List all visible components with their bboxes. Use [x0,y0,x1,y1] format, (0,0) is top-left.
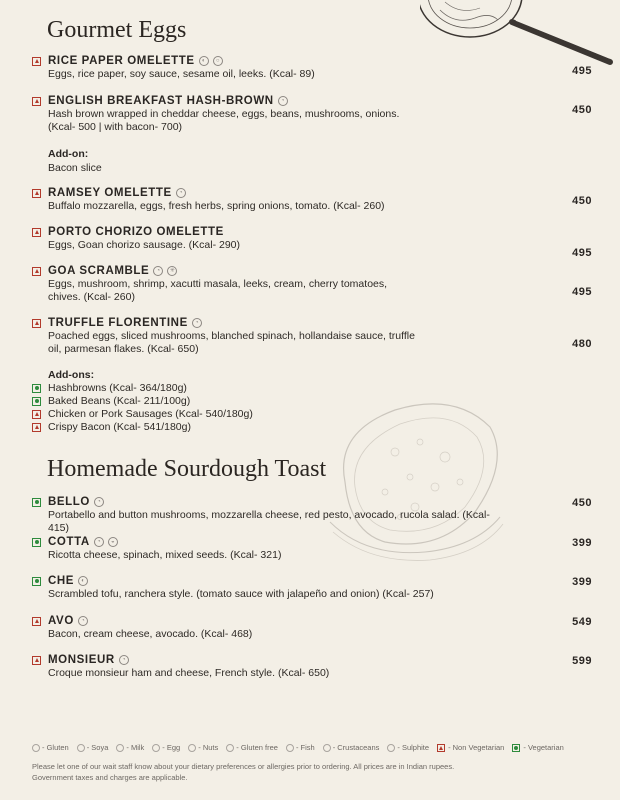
allergen-legend [32,743,592,752]
item-price: 599 [572,655,592,667]
section-title-sourdough-toast: Homemade Sourdough Toast [47,456,327,482]
item-price: 450 [572,497,592,509]
item-name: AVO [48,615,74,627]
item-price: 399 [572,576,592,588]
item-name: COTTA [48,536,90,548]
fish-icon [286,744,294,752]
item-description: Scrambled tofu, ranchera style. (tomato sauce with jalapeño and onion) (Kcal- 257) [48,588,434,600]
item-description: Portabello and button mushrooms, mozzarella cheese, red pesto, avocado, rucola salad. (Kcal- 415) [48,509,490,535]
addon-label: Baked Beans (Kcal- 211/100g) [48,395,191,407]
non-veg-icon [32,656,41,665]
legend-sulphite: - Sulphite [397,743,430,752]
milk-icon: ◔ [176,188,186,198]
legend-crustaceans: - Crustaceans [332,743,380,752]
non-veg-icon [32,267,41,276]
item-price: 549 [572,616,592,628]
addon-text: Bacon slice [48,162,102,174]
footnote-line-2: Government taxes and charges are applicable. [32,772,188,782]
non-veg-icon [32,319,41,328]
footnote [32,762,592,783]
non-veg-icon [32,57,41,66]
non-veg-icon [32,617,41,626]
menu-item [32,574,592,601]
item-name: GOA SCRAMBLE [48,265,150,277]
item-description: Hash brown wrapped in cheddar cheese, eggs, beans, mushrooms, onions. (Kcal- 500 | with bacon- 700) [48,108,400,134]
item-name: PORTO CHORIZO OMELETTE [48,226,224,238]
addon-title: Add-on: [48,148,89,160]
item-description: Eggs, mushroom, shrimp, xacutti masala, leeks, cream, cherry tomatoes, chives. (Kcal- 260) [48,278,388,304]
soya-icon: ◐ [199,56,209,66]
menu-item [32,264,592,305]
item-name: RICE PAPER OMELETTE [48,55,195,67]
menu-item [32,94,592,135]
milk-icon: ◔ [78,616,88,626]
egg-icon: ○ [213,56,223,66]
milk-icon: ◔ [119,655,129,665]
veg-icon [32,577,41,586]
item-name: TRUFFLE FLORENTINE [48,317,188,329]
non-veg-icon [32,423,41,432]
addon-label: Hashbrowns (Kcal- 364/180g) [48,382,187,394]
soya-icon: ◐ [78,576,88,586]
item-description: Croque monsieur ham and cheese, French style. (Kcal- 650) [48,667,330,679]
item-price: 399 [572,537,592,549]
item-name: MONSIEUR [48,654,115,666]
legend-veg: - Vegetarian [523,743,564,752]
section-title-gourmet-eggs: Gourmet Eggs [47,17,187,43]
addon-item [32,382,187,394]
veg-icon [32,498,41,507]
item-price: 495 [572,286,592,298]
legend-gluten: - Gluten [42,743,69,752]
gluten-icon [32,744,40,752]
item-description: Ricotta cheese, spinach, mixed seeds. (Kcal- 321) [48,549,282,561]
milk-icon: ◔ [192,318,202,328]
menu-item [32,225,592,259]
milk-icon: ◔ [94,537,104,547]
item-description: Buffalo mozzarella, eggs, fresh herbs, spring onions, tomato. (Kcal- 260) [48,200,385,212]
item-price: 495 [572,65,592,77]
menu-item [32,614,592,641]
item-price: 495 [572,247,592,259]
nuts-icon: ◒ [108,537,118,547]
veg-icon [32,397,41,406]
gluten-free-icon [226,744,234,752]
veg-icon [32,538,41,547]
egg-icon [152,744,160,752]
legend-egg: - Egg [162,743,181,752]
nuts-icon [188,744,196,752]
legend-milk: - Milk [126,743,145,752]
milk-icon: ◔ [153,266,163,276]
legend-gluten-free: - Gluten free [236,743,278,752]
menu-item [32,535,592,562]
non-veg-icon [32,189,41,198]
item-price: 450 [572,104,592,116]
menu-item [32,316,592,357]
legend-fish: - Fish [295,743,315,752]
item-price: 480 [572,338,592,350]
milk-icon: ◔ [94,497,104,507]
item-description: Bacon, cream cheese, avocado. (Kcal- 468) [48,628,253,640]
menu-item [32,495,592,536]
menu-item [32,653,592,680]
footnote-line-1: Please let one of our wait staff know about your dietary preferences or allergies prior to ordering. All prices are in Indian rupees. [32,762,455,771]
soya-icon [77,744,85,752]
non-veg-icon [32,228,41,237]
addon-item [32,395,190,407]
item-name: BELLO [48,496,90,508]
item-description: Poached eggs, sliced mushrooms, blanched spinach, hollandaise sauce, truffle oil, parmesan flakes. (Kcal- 650) [48,330,415,356]
non-veg-icon [32,410,41,419]
milk-icon [116,744,124,752]
veg-icon [32,384,41,393]
legend-non-veg: - Non Vegetarian [448,743,505,752]
item-description: Eggs, rice paper, soy sauce, sesame oil, leeks. (Kcal- 89) [48,68,315,80]
milk-icon: ◔ [278,96,288,106]
crustaceans-icon [323,744,331,752]
legend-soya: - Soya [86,743,109,752]
non-veg-icon [32,97,41,106]
sulphite-icon [387,744,395,752]
menu-item [32,186,592,213]
non-veg-icon [437,744,445,752]
addon-label: Crispy Bacon (Kcal- 541/180g) [48,421,191,433]
item-name: RAMSEY OMELETTE [48,187,172,199]
item-description: Eggs, Goan chorizo sausage. (Kcal- 290) [48,239,241,251]
addon-item [32,421,191,433]
addons-title: Add-ons: [48,369,95,381]
item-name: ENGLISH BREAKFAST HASH-BROWN [48,95,274,107]
legend-nuts: - Nuts [198,743,219,752]
menu-item [32,54,592,81]
veg-icon [512,744,520,752]
item-price: 450 [572,195,592,207]
addon-item [32,408,253,420]
addon-label: Chicken or Pork Sausages (Kcal- 540/180g) [48,408,253,420]
crustaceans-icon: ✳ [167,266,177,276]
item-name: CHE [48,575,75,587]
